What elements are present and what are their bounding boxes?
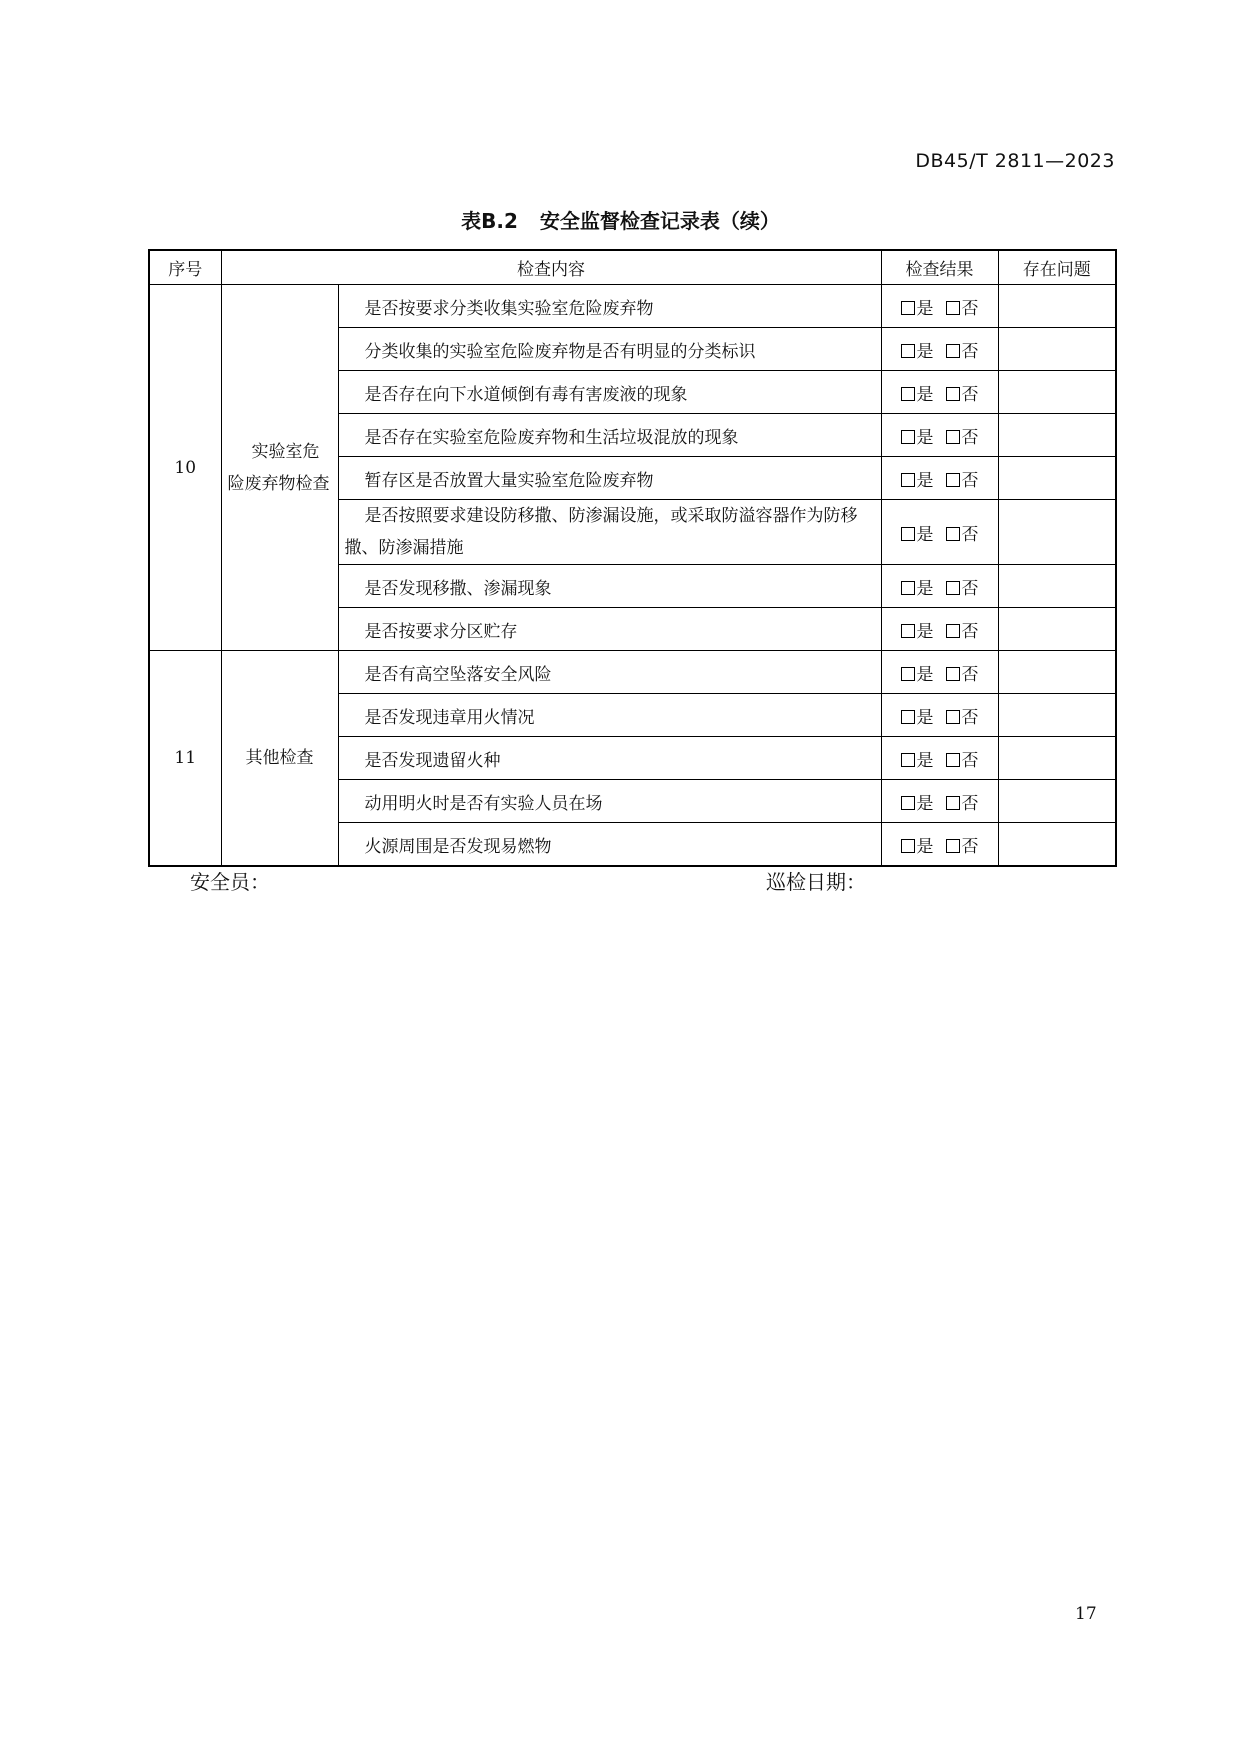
- checkbox-label-yes: 是: [916, 707, 934, 728]
- check-item: [338, 608, 881, 651]
- checkbox-square-icon: [901, 301, 915, 315]
- checkbox-label-yes: 是: [916, 793, 934, 814]
- checkbox-square-icon: [946, 624, 960, 638]
- checkbox-label-no: 否: [961, 298, 979, 319]
- checkbox-square-icon: [946, 581, 960, 595]
- checkbox-label-no: 否: [961, 470, 979, 491]
- group-category: [221, 651, 338, 867]
- inspection-record-table: [148, 249, 1117, 867]
- checkbox-no[interactable]: [946, 622, 979, 642]
- checkbox-yes[interactable]: [901, 837, 934, 857]
- checkbox-label-yes: 是: [916, 524, 934, 545]
- result-options: [881, 285, 998, 328]
- check-item: [338, 565, 881, 608]
- check-item: [338, 457, 881, 500]
- checkbox-square-icon: [901, 473, 915, 487]
- check-item: [338, 823, 881, 867]
- check-item-text: 火源周围是否发现易燃物: [364, 836, 552, 857]
- check-item-text: 是否发现移撒、渗漏现象: [364, 578, 552, 599]
- result-options: [881, 780, 998, 823]
- group-seq: 10: [149, 285, 221, 651]
- check-item: [338, 285, 881, 328]
- checkbox-square-icon: [901, 581, 915, 595]
- check-item: [338, 694, 881, 737]
- checkbox-square-icon: [946, 710, 960, 724]
- checkbox-label-no: 否: [961, 793, 979, 814]
- checkbox-square-icon: [901, 344, 915, 358]
- checkbox-square-icon: [946, 753, 960, 767]
- checkbox-label-yes: 是: [916, 470, 934, 491]
- result-options: [881, 823, 998, 867]
- result-options: [881, 694, 998, 737]
- checkbox-label-no: 否: [961, 524, 979, 545]
- checkbox-square-icon: [946, 796, 960, 810]
- issue-cell[interactable]: [998, 371, 1116, 414]
- table-row: [149, 285, 1116, 328]
- header-seq: 序号: [149, 250, 221, 285]
- checkbox-label-yes: 是: [916, 750, 934, 771]
- result-options: [881, 500, 998, 565]
- check-item: [338, 737, 881, 780]
- group-category-text: 实验室危险废弃物检查: [227, 441, 330, 494]
- checkbox-label-no: 否: [961, 750, 979, 771]
- header-issue: 存在问题: [998, 250, 1116, 285]
- issue-cell[interactable]: [998, 414, 1116, 457]
- checkbox-square-icon: [901, 753, 915, 767]
- check-item-text: 分类收集的实验室危险废弃物是否有明显的分类标识: [364, 341, 756, 362]
- table-header-row: [149, 250, 1116, 285]
- issue-cell[interactable]: [998, 737, 1116, 780]
- checkbox-square-icon: [901, 527, 915, 541]
- checkbox-square-icon: [901, 430, 915, 444]
- check-item-text: 暂存区是否放置大量实验室危险废弃物: [364, 470, 654, 491]
- checkbox-no[interactable]: [946, 428, 979, 448]
- check-item: [338, 414, 881, 457]
- result-options: [881, 371, 998, 414]
- checkbox-no[interactable]: [946, 299, 979, 319]
- checkbox-no[interactable]: [946, 837, 979, 857]
- checkbox-label-yes: 是: [916, 664, 934, 685]
- check-item-text: 动用明火时是否有实验人员在场: [364, 793, 603, 814]
- checkbox-yes[interactable]: [901, 579, 934, 599]
- table-name: 安全监督检查记录表（续）: [539, 209, 780, 233]
- checkbox-label-no: 否: [961, 341, 979, 362]
- checkbox-label-yes: 是: [916, 427, 934, 448]
- result-options: [881, 565, 998, 608]
- check-item: [338, 371, 881, 414]
- issue-cell[interactable]: [998, 651, 1116, 694]
- table-title: [0, 205, 1241, 234]
- check-item-text: 是否发现违章用火情况: [364, 707, 535, 728]
- check-item-text: 是否按要求分类收集实验室危险废弃物: [364, 298, 654, 319]
- issue-cell[interactable]: [998, 780, 1116, 823]
- table-body: [149, 285, 1116, 867]
- document-code: DB45/T 2811—2023: [915, 150, 1115, 172]
- checkbox-square-icon: [946, 667, 960, 681]
- checkbox-no[interactable]: [946, 471, 979, 491]
- check-item: [338, 500, 881, 565]
- checkbox-square-icon: [946, 430, 960, 444]
- check-item-text: 是否存在向下水道倾倒有毒有害废液的现象: [364, 384, 688, 405]
- checkbox-square-icon: [946, 344, 960, 358]
- result-options: [881, 651, 998, 694]
- result-options: [881, 737, 998, 780]
- result-options: [881, 414, 998, 457]
- checkbox-label-no: 否: [961, 707, 979, 728]
- checkbox-square-icon: [946, 301, 960, 315]
- checkbox-label-yes: 是: [916, 836, 934, 857]
- checkbox-label-no: 否: [961, 664, 979, 685]
- page-number: 17: [1075, 1604, 1097, 1624]
- result-options: [881, 608, 998, 651]
- check-item: [338, 780, 881, 823]
- checkbox-label-no: 否: [961, 621, 979, 642]
- checkbox-label-no: 否: [961, 836, 979, 857]
- table-number: 表B.2: [461, 209, 518, 233]
- group-category-text: 其他检查: [245, 748, 314, 768]
- checkbox-yes[interactable]: [901, 342, 934, 362]
- issue-cell[interactable]: [998, 823, 1116, 867]
- group-category: [221, 285, 338, 651]
- checkbox-yes[interactable]: [901, 794, 934, 814]
- checkbox-no[interactable]: [946, 751, 979, 771]
- checkbox-label-yes: 是: [916, 621, 934, 642]
- checkbox-square-icon: [901, 710, 915, 724]
- checkbox-label-no: 否: [961, 427, 979, 448]
- checkbox-no[interactable]: [946, 385, 979, 405]
- checkbox-label-yes: 是: [916, 298, 934, 319]
- issue-cell[interactable]: [998, 565, 1116, 608]
- issue-cell[interactable]: [998, 328, 1116, 371]
- checkbox-yes[interactable]: [901, 751, 934, 771]
- check-item-text: 是否发现遗留火种: [364, 750, 501, 771]
- checkbox-square-icon: [946, 473, 960, 487]
- checkbox-square-icon: [901, 624, 915, 638]
- checkbox-square-icon: [901, 796, 915, 810]
- header-content: 检查内容: [221, 250, 881, 285]
- checkbox-yes[interactable]: [901, 299, 934, 319]
- checkbox-square-icon: [901, 387, 915, 401]
- checkbox-label-yes: 是: [916, 578, 934, 599]
- checkbox-no[interactable]: [946, 342, 979, 362]
- checkbox-no[interactable]: [946, 665, 979, 685]
- checkbox-yes[interactable]: [901, 428, 934, 448]
- issue-cell[interactable]: [998, 694, 1116, 737]
- checkbox-label-yes: 是: [916, 341, 934, 362]
- checkbox-yes[interactable]: [901, 385, 934, 405]
- check-item-text: 是否按照要求建设防移撒、防渗漏设施，或采取防溢容器作为防移撒、防渗漏措施: [344, 506, 858, 558]
- issue-cell[interactable]: [998, 500, 1116, 565]
- checkbox-no[interactable]: [946, 708, 979, 728]
- table-row: [149, 651, 1116, 694]
- issue-cell[interactable]: [998, 285, 1116, 328]
- checkbox-yes[interactable]: [901, 471, 934, 491]
- safety-officer-label: 安全员：: [190, 870, 270, 894]
- group-seq: 11: [149, 651, 221, 867]
- check-item: [338, 651, 881, 694]
- checkbox-square-icon: [946, 527, 960, 541]
- inspection-date-label: 巡检日期：: [766, 870, 866, 894]
- check-item: [338, 328, 881, 371]
- checkbox-square-icon: [946, 387, 960, 401]
- check-item-text: 是否按要求分区贮存: [364, 621, 518, 642]
- checkbox-square-icon: [946, 839, 960, 853]
- checkbox-label-no: 否: [961, 578, 979, 599]
- checkbox-label-yes: 是: [916, 384, 934, 405]
- result-options: [881, 457, 998, 500]
- result-options: [881, 328, 998, 371]
- checkbox-no[interactable]: [946, 579, 979, 599]
- header-result: 检查结果: [881, 250, 998, 285]
- issue-cell[interactable]: [998, 457, 1116, 500]
- checkbox-yes[interactable]: [901, 665, 934, 685]
- checkbox-yes[interactable]: [901, 708, 934, 728]
- issue-cell[interactable]: [998, 608, 1116, 651]
- checkbox-square-icon: [901, 839, 915, 853]
- checkbox-square-icon: [901, 667, 915, 681]
- checkbox-no[interactable]: [946, 525, 979, 545]
- checkbox-yes[interactable]: [901, 525, 934, 545]
- check-item-text: 是否存在实验室危险废弃物和生活垃圾混放的现象: [364, 427, 739, 448]
- checkbox-no[interactable]: [946, 794, 979, 814]
- checkbox-label-no: 否: [961, 384, 979, 405]
- checkbox-yes[interactable]: [901, 622, 934, 642]
- check-item-text: 是否有高空坠落安全风险: [364, 664, 552, 685]
